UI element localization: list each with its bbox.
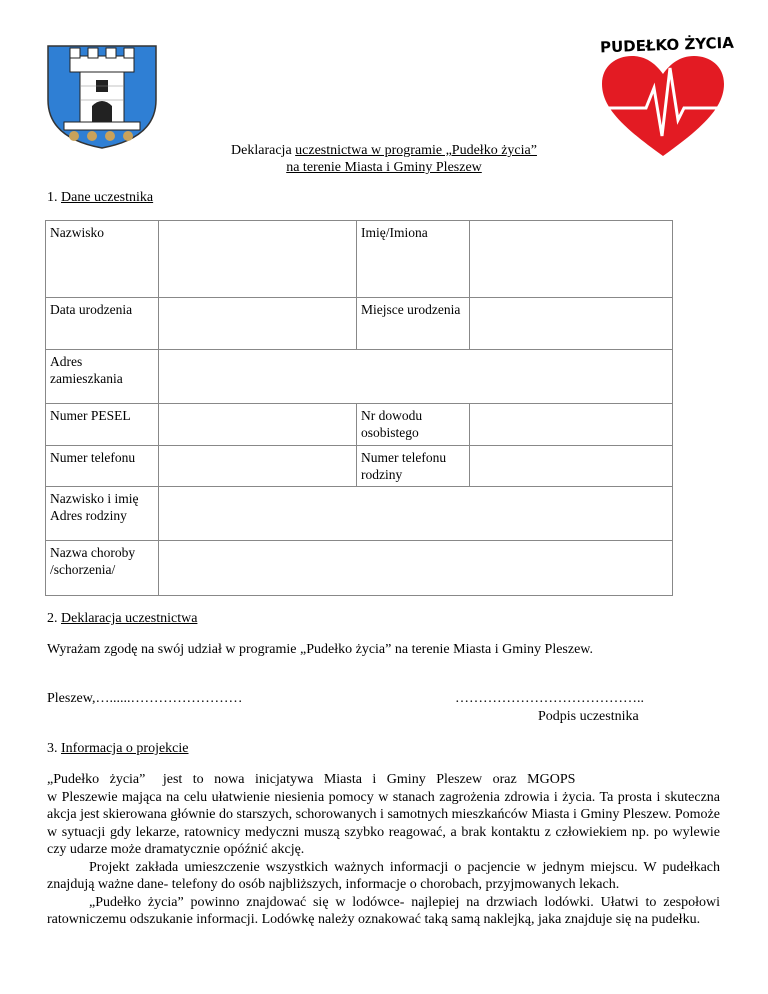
participant-data-table	[45, 220, 673, 596]
pleszew-coat-of-arms	[44, 42, 160, 150]
input-id-number[interactable]	[470, 404, 673, 446]
input-phone[interactable]	[159, 446, 357, 487]
label-family-phone: Numer telefonu rodziny	[357, 446, 470, 487]
label-surname: Nazwisko	[46, 221, 159, 298]
project-info-p3: „Pudełko życia” powinno znajdować się w lodówce- najlepiej na drzwiach lodówki. Ułatwi to zespołowi ratowniczemu odszukanie informacji. Lodówkę należy oznakować taką samą naklejką, jaka znajduje się na pudełku.	[47, 894, 720, 927]
signature-field[interactable]: …………………………………..	[455, 691, 644, 706]
section1-heading	[47, 190, 153, 206]
heart-icon	[594, 28, 735, 156]
label-family-name-address	[46, 487, 159, 541]
label-birth-date: Data urodzenia	[46, 298, 159, 350]
input-family-name-address[interactable]	[159, 487, 673, 541]
input-birth-place[interactable]	[470, 298, 673, 350]
label-disease-line2: /schorzenia/	[50, 562, 116, 577]
input-disease[interactable]	[159, 541, 673, 596]
label-disease	[46, 541, 159, 596]
place-date-field[interactable]: Pleszew,…......……………………	[47, 691, 243, 706]
input-family-phone[interactable]	[470, 446, 673, 487]
title-subtitle: na terenie Miasta i Gminy Pleszew	[286, 160, 482, 175]
project-info-p1: w Pleszewie mająca na celu ułatwienie niesienia pomocy w stanach zagrożenia zdrowia i życia. Ta prosta i skuteczna akcja jest skierowana głównie do starszych, schorowanych i samotnych mieszkańców Miasta i Gminy Pleszew. Pomoże w sytuacji gdy lekarze, ratownicy medyczni muszą szybko reagować, a brak kontaktu z człowiekiem np. po wylewie czy udarze może dramatycznie opóźnić akcję.	[47, 789, 720, 857]
label-phone: Numer telefonu	[46, 446, 159, 487]
section3-number: 3.	[47, 741, 61, 756]
consent-text: Wyrażam zgodę na swój udział w programie „Pudełko życia” na terenie Miasta i Gminy Pleszew.	[47, 642, 593, 657]
label-birth-place: Miejsce urodzenia	[357, 298, 470, 350]
section1-title: Dane uczestnika	[61, 190, 154, 205]
title-prefix: Deklaracja	[231, 143, 296, 158]
input-pesel[interactable]	[159, 404, 357, 446]
input-address[interactable]	[159, 350, 673, 404]
label-address: Adres zamieszkania	[46, 350, 159, 404]
logo-text: PUDEŁKO ŻYCIA	[599, 33, 735, 57]
signature-label: Podpis uczestnika	[538, 709, 639, 724]
title-underlined: uczestnictwa w programie „Pudełko życia”	[295, 143, 537, 158]
pudelko-zycia-logo	[594, 28, 735, 156]
section2-number: 2.	[47, 611, 61, 626]
label-family-name: Nazwisko i imię	[50, 491, 139, 506]
document-title	[0, 142, 768, 176]
input-surname[interactable]	[159, 221, 357, 298]
section3-heading	[47, 741, 189, 757]
section3-title: Informacja o projekcie	[61, 741, 189, 756]
project-info-p2: Projekt zakłada umieszczenie wszystkich ważnych informacji o pacjencie w jednym miejscu. W pudełkach znajdują ważne dane- telefony do osób najbliższych, informacje o chorobach, przyjmowanych lekach.	[47, 859, 720, 892]
label-first-names: Imię/Imiona	[357, 221, 470, 298]
section2-heading	[47, 611, 197, 627]
section1-number: 1.	[47, 190, 61, 205]
label-pesel: Numer PESEL	[46, 404, 159, 446]
project-info-text	[47, 771, 720, 929]
label-disease-line1: Nazwa choroby	[50, 545, 136, 560]
input-first-names[interactable]	[470, 221, 673, 298]
label-family-address: Adres rodziny	[50, 508, 127, 523]
label-id-number: Nr dowodu osobistego	[357, 404, 470, 446]
input-birth-date[interactable]	[159, 298, 357, 350]
section2-title: Deklaracja uczestnictwa	[61, 611, 198, 626]
project-info-p1-line1: „Pudełko życia” jest to nowa inicjatywa Miasta i Gminy Pleszew oraz MGOPS	[47, 772, 576, 787]
